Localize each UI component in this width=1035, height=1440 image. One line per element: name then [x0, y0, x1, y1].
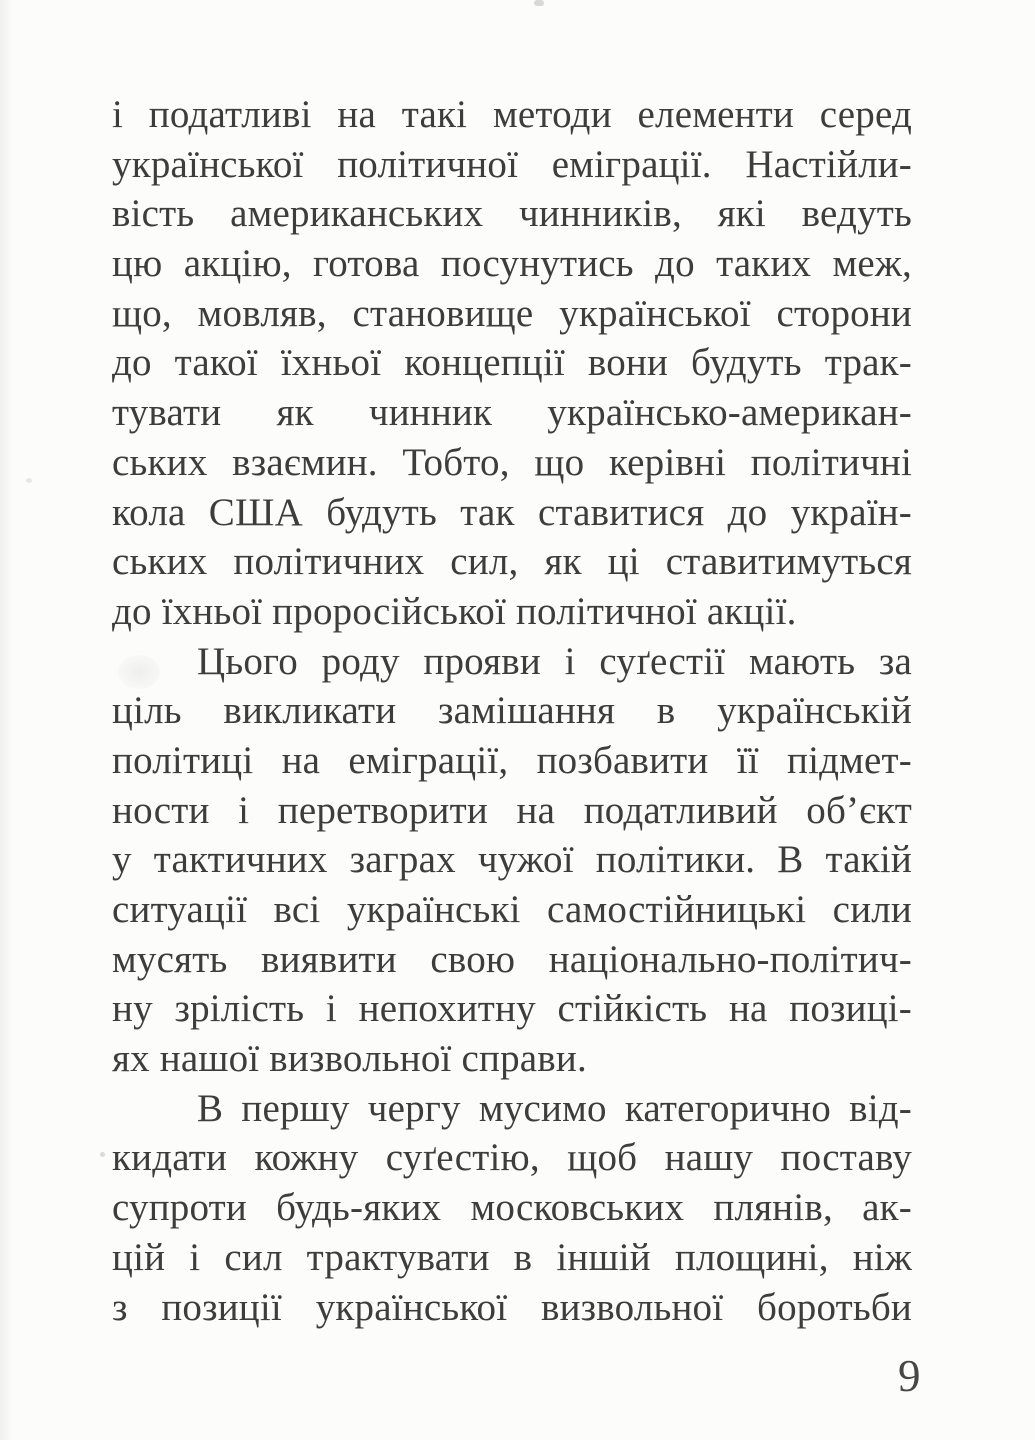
- text-line: ях нашої визвольної справи.: [112, 1037, 587, 1081]
- page-number: 9: [898, 1351, 921, 1401]
- text-line: тувати як чинник українсько-американ-: [112, 391, 912, 435]
- text-line: ности і перетворити на податливий об’єкт: [112, 788, 912, 832]
- scan-speck: [100, 1152, 105, 1157]
- text-line: кола США будуть так ставитися до україн-: [112, 490, 912, 534]
- text-line: ціль викликати замішання в українській: [112, 689, 912, 733]
- text-line: до такої їхньої концепції вони будуть трак-: [112, 341, 912, 385]
- text-line: супроти будь-яких московських плянів, ак-: [112, 1186, 912, 1230]
- text-line: ських політичних сил, як ці ставитимуться: [112, 540, 912, 584]
- text-line: кидати кожну суґестію, щоб нашу поставу: [112, 1136, 912, 1180]
- text-line: української політичної еміграції. Настійли-: [112, 142, 912, 186]
- text-line: цій і сил трактувати в іншій площині, ніж: [112, 1235, 912, 1279]
- text-line: у тактичних заграх чужої політики. В такій: [112, 838, 912, 882]
- scan-edge-shadow: [0, 0, 14, 1440]
- scan-speck: [534, 0, 544, 6]
- text-line: ських взаємин. Тобто, що керівні політичні: [112, 440, 912, 484]
- text-line: політиці на еміграції, позбавити її підмет-: [112, 738, 912, 782]
- scan-speck: [26, 478, 32, 483]
- text-line: ну зрілість і непохитну стійкість на позиці-: [112, 987, 912, 1031]
- text-line: мусять виявити свою національно-політич-: [112, 937, 912, 981]
- text-line: ситуації всі українські самостійницькі сили: [112, 888, 912, 931]
- text-line: цю акцію, готова посунутись до таких меж,: [112, 242, 912, 286]
- text-line: В першу чергу мусимо категорично від-: [197, 1086, 912, 1130]
- text-line: до їхньої проросійської політичної акції.: [112, 589, 797, 633]
- text-line: і податливі на такі методи елементи серед: [112, 93, 912, 136]
- text-line: вість американських чинників, які ведуть: [112, 192, 912, 236]
- page-text-block: [112, 90, 912, 1332]
- text-line: Цього роду прояви і суґестії мають за: [197, 639, 912, 683]
- text-line: що, мовляв, становище української сторони: [112, 291, 912, 335]
- text-line: з позиції української визвольної боротьби: [112, 1285, 912, 1329]
